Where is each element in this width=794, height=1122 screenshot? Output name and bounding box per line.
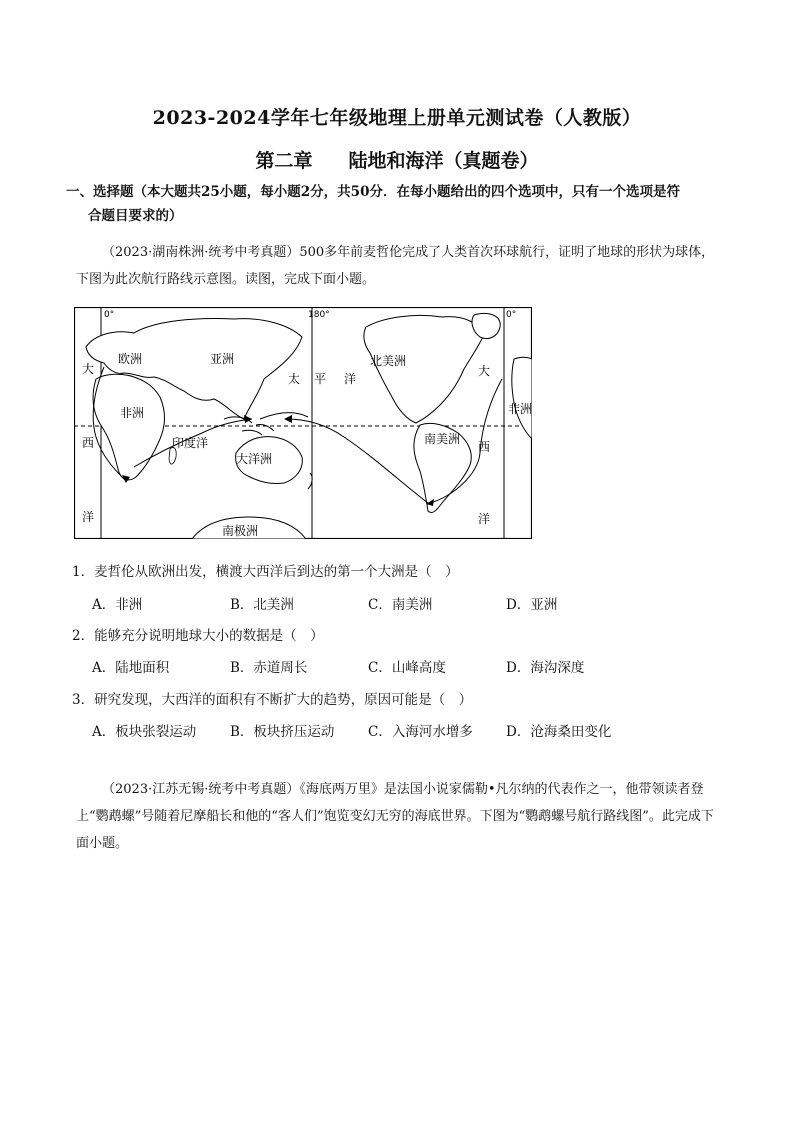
- q3-option-d[interactable]: D．沧海桑田变化: [506, 724, 612, 740]
- meridian-label-0-left: 0°: [104, 310, 115, 320]
- q2-option-c[interactable]: C．山峰高度: [368, 660, 446, 676]
- chapter-title: 陆地和海洋（真题卷）: [348, 150, 539, 172]
- label-atlantic-left-1: 大: [82, 362, 95, 376]
- q1-option-b[interactable]: B．北美洲: [230, 597, 294, 613]
- document-title: 2023-2024学年七年级地理上册单元测试卷（人教版）: [152, 107, 642, 129]
- label-atlantic-left-3: 洋: [82, 510, 95, 524]
- q3-option-c[interactable]: C．入海河水增多: [368, 724, 473, 740]
- q2-option-a[interactable]: A．陆地面积: [92, 660, 170, 676]
- section-heading: [66, 180, 726, 228]
- meridian-label-180: 180°: [308, 310, 330, 320]
- q1-option-a[interactable]: A．非洲: [92, 597, 143, 613]
- chapter-heading: [0, 146, 794, 173]
- q2-option-b[interactable]: B．赤道周长: [230, 660, 308, 676]
- label-atlantic-right-2: 西: [478, 440, 491, 454]
- question-1: 1．麦哲伦从欧洲出发，横渡大西洋后到达的第一个大洲是（ ）: [72, 564, 459, 580]
- section-heading-line1: 一、选择题（本大题共25小题，每小题2分，共50分．在每小题给出的四个选项中，只有一个选项是符: [66, 184, 680, 200]
- meridian-label-0-right: 0°: [506, 310, 517, 320]
- label-pacific-1: 太: [288, 372, 301, 386]
- section-heading-line2: 合题目要求的）: [88, 208, 183, 224]
- label-north-america: 北美洲: [370, 354, 407, 368]
- q3-option-b[interactable]: B．板块挤压运动: [230, 724, 335, 740]
- q1-option-d[interactable]: D．亚洲: [506, 597, 558, 613]
- label-south-america: 南美洲: [424, 432, 461, 446]
- label-asia: 亚洲: [210, 352, 235, 366]
- q1-option-c[interactable]: C．南美洲: [368, 597, 433, 613]
- chapter-number: 第二章: [255, 150, 313, 172]
- question-1-options: [92, 593, 644, 613]
- question-3: 3．研究发现，大西洋的面积有不断扩大的趋势，原因可能是（ ）: [72, 692, 473, 708]
- passage-magellan: （2023·湖南株洲·统考中考真题）500多年前麦哲伦完成了人类首次环球航行，证明了地球的形状为球体，下图为此次航行路线示意图。读图，完成下面小题。: [76, 245, 715, 287]
- question-2: 2．能够充分说明地球大小的数据是（ ）: [72, 628, 324, 644]
- label-indian-ocean: 印度洋: [172, 436, 209, 450]
- label-atlantic-left-2: 西: [82, 436, 95, 450]
- question-3-options: [92, 720, 644, 740]
- label-atlantic-right-3: 洋: [478, 512, 491, 526]
- label-atlantic-right-1: 大: [478, 364, 491, 378]
- question-2-options: [92, 656, 644, 676]
- label-africa-right: 非洲: [508, 402, 532, 416]
- label-oceania: 大洋洲: [236, 452, 273, 466]
- label-europe: 欧洲: [118, 352, 143, 366]
- passage-nautilus: （2023·江苏无锡·统考中考真题）《海底两万里》是法国小说家儒勒•凡尔纳的代表作之一，他带领读者登上“鹦鹉螺”号随着尼摩船长和他的“客人们”饱览变幻无穷的海底世界。下图为“鹦鹉螺号航行路线图”。此完成下面小题。: [76, 782, 714, 851]
- magellan-route-map: [74, 307, 532, 539]
- label-pacific-3: 洋: [344, 372, 357, 386]
- label-antarctica: 南极洲: [222, 524, 259, 538]
- label-africa-left: 非洲: [120, 406, 145, 420]
- label-pacific-2: 平: [314, 372, 327, 386]
- q2-option-d[interactable]: D．海沟深度: [506, 660, 585, 676]
- q3-option-a[interactable]: A．板块张裂运动: [92, 724, 197, 740]
